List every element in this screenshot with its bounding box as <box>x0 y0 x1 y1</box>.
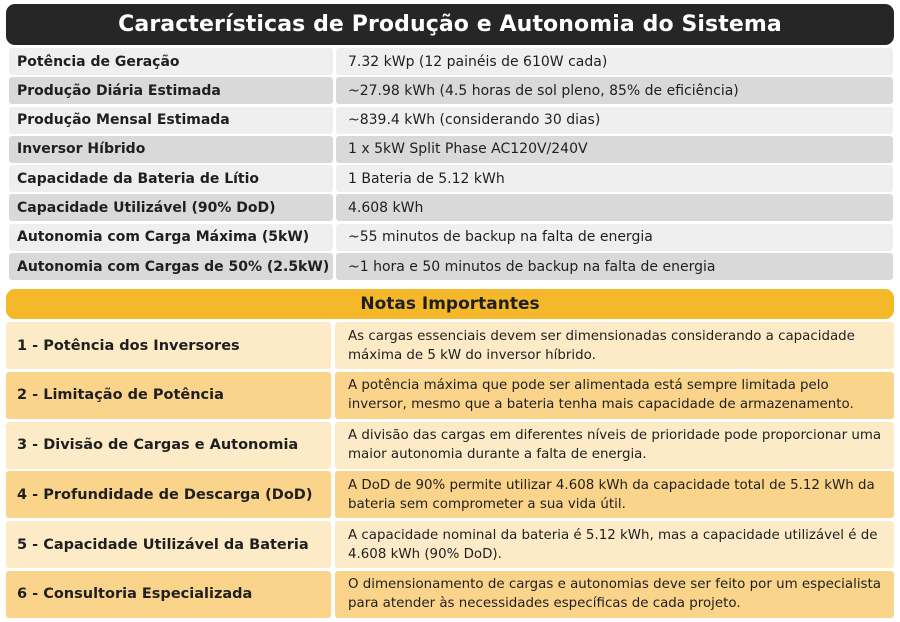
note-text-content: A capacidade nominal da bateria é 5.12 kWh, mas a capacidade utilizável é de 4.608 kWh (90% DoD). <box>348 527 878 562</box>
spec-row <box>9 77 893 104</box>
notes-table <box>6 322 894 621</box>
spec-value: ~839.4 kWh (considerando 30 dias) <box>336 107 893 134</box>
note-row <box>6 372 894 419</box>
note-label: 1 - Potência dos Inversores <box>6 322 331 369</box>
specs-table <box>9 48 893 282</box>
title-bar <box>6 4 894 45</box>
note-text-content: A DoD de 90% permite utilizar 4.608 kWh da capacidade total de 5.12 kWh da bateria sem comprometer a sua vida útil. <box>348 477 875 512</box>
note-text <box>335 422 894 469</box>
note-text-content: A divisão das cargas em diferentes níveis de prioridade pode proporcionar uma maior autonomia durante a falta de energia. <box>348 428 882 463</box>
spec-label: Autonomia com Carga Máxima (5kW) <box>9 224 333 251</box>
notes-title: Notas Importantes <box>360 294 540 314</box>
spec-row <box>9 48 893 75</box>
spec-label: Capacidade da Bateria de Lítio <box>9 165 333 192</box>
spec-value: 7.32 kWp (12 painéis de 610W cada) <box>336 48 893 75</box>
spec-value: ~1 hora e 50 minutos de backup na falta de energia <box>336 253 893 280</box>
spec-value: ~55 minutos de backup na falta de energia <box>336 224 893 251</box>
note-text-content: A potência máxima que pode ser alimentada está sempre limitada pelo inversor, mesmo que a bateria tenha mais capacidade de armazenamento. <box>348 378 854 413</box>
spec-row <box>9 165 893 192</box>
note-label: 3 - Divisão de Cargas e Autonomia <box>6 422 331 469</box>
spec-label: Produção Mensal Estimada <box>9 107 333 134</box>
spec-label: Inversor Híbrido <box>9 136 333 163</box>
note-label: 4 - Profundidade de Descarga (DoD) <box>6 471 331 518</box>
page-title: Características de Produção e Autonomia do Sistema <box>118 12 782 37</box>
note-label: 5 - Capacidade Utilizável da Bateria <box>6 521 331 568</box>
note-row <box>6 571 894 618</box>
spec-value: 1 Bateria de 5.12 kWh <box>336 165 893 192</box>
spec-row <box>9 107 893 134</box>
note-row <box>6 471 894 518</box>
spec-value: ~27.98 kWh (4.5 horas de sol pleno, 85% de eficiência) <box>336 77 893 104</box>
note-row <box>6 422 894 469</box>
spec-row <box>9 253 893 280</box>
note-label: 2 - Limitação de Potência <box>6 372 331 419</box>
spec-label: Autonomia com Cargas de 50% (2.5kW) <box>9 253 333 280</box>
note-row <box>6 322 894 369</box>
spec-row <box>9 136 893 163</box>
note-text <box>335 372 894 419</box>
note-text <box>335 322 894 369</box>
spec-row <box>9 194 893 221</box>
spec-label: Produção Diária Estimada <box>9 77 333 104</box>
note-text-content: As cargas essenciais devem ser dimensionadas considerando a capacidade máxima de 5 kW do inversor híbrido. <box>348 328 855 363</box>
spec-label: Capacidade Utilizável (90% DoD) <box>9 194 333 221</box>
note-text <box>335 471 894 518</box>
notes-header <box>6 289 894 319</box>
note-row <box>6 521 894 568</box>
spec-value: 1 x 5kW Split Phase AC120V/240V <box>336 136 893 163</box>
spec-label: Potência de Geração <box>9 48 333 75</box>
note-label: 6 - Consultoria Especializada <box>6 571 331 618</box>
note-text-content: O dimensionamento de cargas e autonomias deve ser feito por um especialista para atender às necessidades específicas de cada projeto. <box>348 577 881 612</box>
spec-value: 4.608 kWh <box>336 194 893 221</box>
spec-row <box>9 224 893 251</box>
note-text <box>335 521 894 568</box>
note-text <box>335 571 894 618</box>
